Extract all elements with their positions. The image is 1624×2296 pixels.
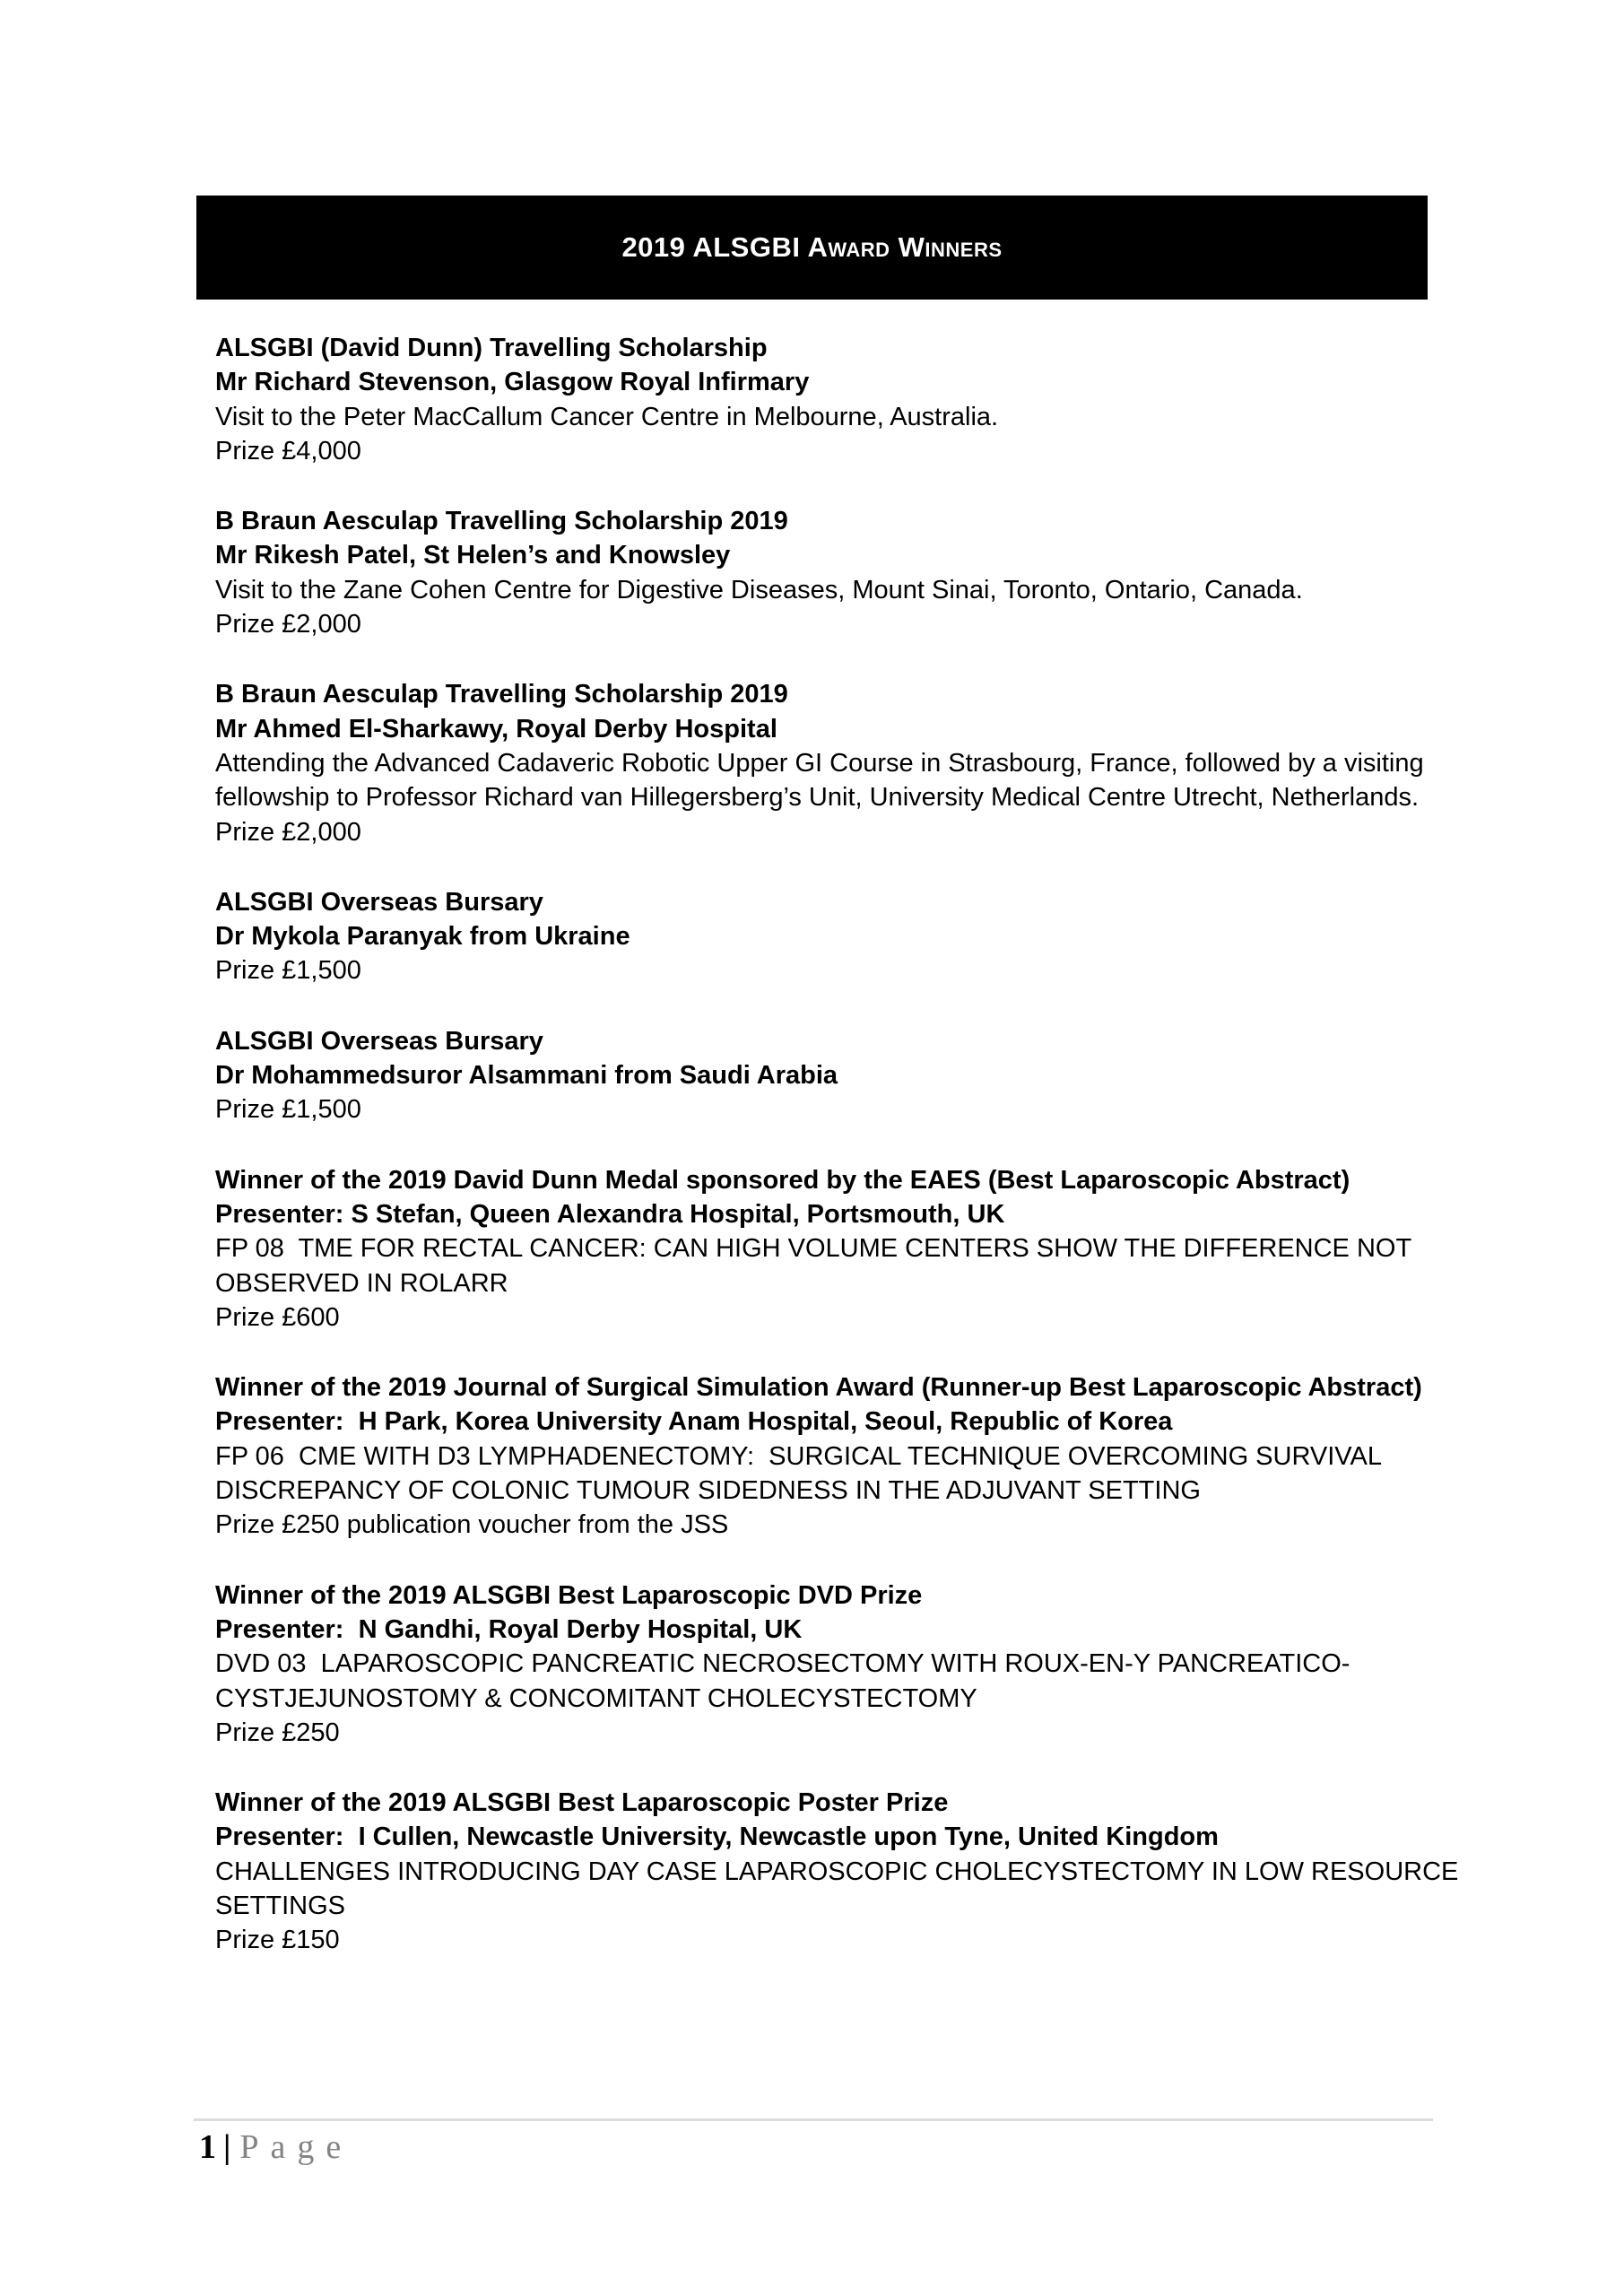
awards-list — [215, 331, 1459, 1994]
award-detail-line: CYSTJEJUNOSTOMY & CONCOMITANT CHOLECYSTECTOMY — [215, 1683, 977, 1713]
award-detail-line: Prize £1,500 — [215, 956, 361, 986]
award-title-line: ALSGBI (David Dunn) Travelling Scholarship — [215, 334, 768, 362]
award-title-line: ALSGBI Overseas Bursary — [215, 1026, 543, 1056]
award-detail-line: Visit to the Zane Cohen Centre for Digestive Diseases, Mount Sinai, Toronto, Ontario, Canada. — [215, 575, 1303, 604]
award-title-line: Winner of the 2019 ALSGBI Best Laparoscopic Poster Prize — [215, 1788, 949, 1818]
award-title-line: Winner of the 2019 Journal of Surgical Simulation Award (Runner-up Best Laparoscopic Abstract) — [215, 1373, 1422, 1403]
award-detail-line: Prize £600 — [215, 1302, 340, 1332]
award-entry — [215, 1786, 1459, 1957]
award-detail-line: Prize £2,000 — [215, 817, 361, 847]
award-detail-line: SETTINGS — [215, 1891, 346, 1920]
document-title: 2019 ALSGBI Award Winners — [621, 231, 1003, 263]
award-entry — [215, 1578, 1421, 1750]
award-title-line: ALSGBI Overseas Bursary — [215, 887, 543, 917]
award-detail-line: Prize £250 publication voucher from the JSS — [215, 1510, 729, 1540]
award-title-line: Presenter: N Gandhi, Royal Derby Hospital, UK — [215, 1614, 803, 1644]
award-detail-line: Attending the Advanced Cadaveric Robotic Upper GI Course in Strasbourg, France, followed by a visiting — [215, 748, 1424, 778]
award-detail-line: Prize £250 — [215, 1718, 340, 1747]
award-title-line: B Braun Aesculap Travelling Scholarship 2019 — [215, 507, 788, 536]
award-title-line: Presenter: I Cullen, Newcastle University, Newcastle upon Tyne, United Kingdom — [215, 1822, 1219, 1852]
award-entry — [215, 885, 1421, 988]
page-number: 1 — [199, 2128, 216, 2166]
footer-separator: | — [223, 2128, 231, 2166]
award-detail-line: DISCREPANCY OF COLONIC TUMOUR SIDEDNESS IN THE ADJUVANT SETTING — [215, 1476, 1201, 1506]
award-title-line: Winner of the 2019 David Dunn Medal sponsored by the EAES (Best Laparoscopic Abstract) — [215, 1165, 1350, 1195]
page-footer — [199, 2127, 352, 2167]
award-detail-line: Prize £1,500 — [215, 1095, 361, 1125]
award-title-line: Mr Richard Stevenson, Glasgow Royal Infirmary — [215, 368, 810, 397]
award-entry — [215, 677, 1424, 848]
award-detail-line: OBSERVED IN ROLARR — [215, 1268, 508, 1298]
award-detail-line: CHALLENGES INTRODUCING DAY CASE LAPAROSCOPIC CHOLECYSTECTOMY IN LOW RESOURCE — [215, 1857, 1459, 1886]
award-title-line: Presenter: S Stefan, Queen Alexandra Hospital, Portsmouth, UK — [215, 1199, 1005, 1229]
award-title-line: Winner of the 2019 ALSGBI Best Laparoscopic DVD Prize — [215, 1580, 923, 1610]
award-entry — [215, 1024, 1421, 1127]
award-title-line: B Braun Aesculap Travelling Scholarship 2019 — [215, 680, 788, 709]
award-entry — [215, 1163, 1421, 1335]
award-detail-line: fellowship to Professor Richard van Hillegersberg’s Unit, University Medical Centre Utrecht, Netherlands. — [215, 783, 1420, 813]
award-title-line: Presenter: H Park, Korea University Anam Hospital, Seoul, Republic of Korea — [215, 1407, 1173, 1437]
award-entry — [215, 331, 1421, 468]
footer-page-word: Page — [239, 2128, 353, 2166]
footer-divider — [194, 2118, 1433, 2121]
title-banner — [196, 196, 1428, 300]
award-title-line: Mr Rikesh Patel, St Helen’s and Knowsley — [215, 541, 731, 570]
award-detail-line: FP 08 TME FOR RECTAL CANCER: CAN HIGH VOLUME CENTERS SHOW THE DIFFERENCE NOT — [215, 1234, 1412, 1264]
award-detail-line: DVD 03 LAPAROSCOPIC PANCREATIC NECROSECTOMY WITH ROUX-EN-Y PANCREATICO- — [215, 1649, 1350, 1679]
award-detail-line: Prize £4,000 — [215, 436, 361, 465]
award-title-line: Mr Ahmed El-Sharkawy, Royal Derby Hospital — [215, 714, 777, 744]
award-detail-line: Prize £150 — [215, 1926, 340, 1955]
award-detail-line: FP 06 CME WITH D3 LYMPHADENECTOMY: SURGICAL TECHNIQUE OVERCOMING SURVIVAL — [215, 1441, 1382, 1471]
award-entry — [215, 504, 1421, 641]
award-title-line: Dr Mykola Paranyak from Ukraine — [215, 922, 630, 952]
award-title-line: Dr Mohammedsuror Alsammani from Saudi Arabia — [215, 1061, 838, 1091]
award-entry — [215, 1370, 1421, 1542]
award-detail-line: Prize £2,000 — [215, 610, 361, 639]
award-detail-line: Visit to the Peter MacCallum Cancer Centre in Melbourne, Australia. — [215, 402, 999, 431]
